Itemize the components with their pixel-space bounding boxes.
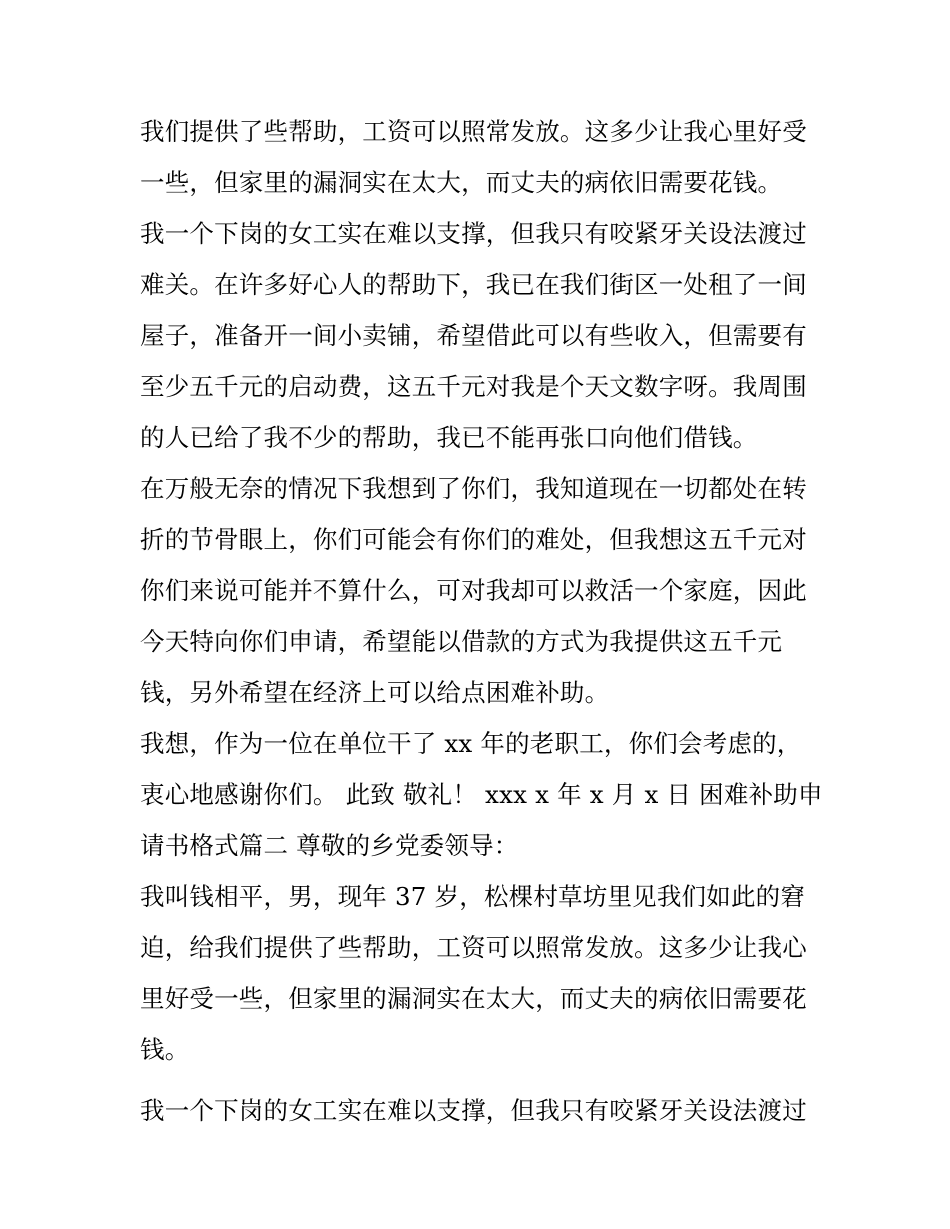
document-body: [140, 106, 823, 1136]
text-line: 屋子，准备开一间小卖铺，希望借此可以有些收入，但需要有: [140, 321, 807, 350]
text-line: 衷心地感谢你们。 此致 敬礼！ xxx x 年 x 月 x 日 困难补助申: [140, 780, 823, 809]
text-line: 我一个下岗的女工实在难以支撑，但我只有咬紧牙关设法渡过: [140, 1096, 807, 1125]
text-line: 钱，另外希望在经济上可以给点困难补助。: [140, 678, 610, 707]
paragraph-gap: [140, 1075, 820, 1085]
text-line: 我一个下岗的女工实在难以支撑，但我只有咬紧牙关设法渡过: [140, 219, 807, 248]
text-line: 里好受一些，但家里的漏洞实在太大，而丈夫的病依旧需要花: [140, 984, 807, 1013]
text-line: 你们来说可能并不算什么，可对我却可以救活一个家庭，因此: [140, 576, 807, 605]
text-line: 折的节骨眼上，你们可能会有你们的难处，但我想这五千元对: [140, 525, 807, 554]
text-line: 至少五千元的启动费，这五千元对我是个天文数字呀。我周围: [140, 372, 807, 401]
text-line: 我们提供了些帮助，工资可以照常发放。这多少让我心里好受: [140, 117, 807, 146]
text-line: 在万般无奈的情况下我想到了你们，我知道现在一切都处在转: [140, 474, 807, 503]
text-line: 难关。在许多好心人的帮助下，我已在我们街区一处租了一间: [140, 270, 807, 299]
text-line: 请书格式篇二 尊敬的乡党委领导：: [140, 831, 519, 860]
text-line: 的人已给了我不少的帮助，我已不能再张口向他们借钱。: [140, 423, 758, 452]
text-line: 钱。: [140, 1035, 190, 1064]
text-line: 我叫钱相平，男，现年 37 岁，松棵村草坊里见我们如此的窘: [140, 882, 806, 911]
text-line: 我想，作为一位在单位干了 xx 年的老职工，你们会考虑的，: [140, 729, 802, 758]
text-line: 迫，给我们提供了些帮助，工资可以照常发放。这多少让我心: [140, 933, 807, 962]
text-line: 一些，但家里的漏洞实在太大，而丈夫的病依旧需要花钱。: [140, 168, 783, 197]
text-line: 今天特向你们申请，希望能以借款的方式为我提供这五千元: [140, 627, 783, 656]
